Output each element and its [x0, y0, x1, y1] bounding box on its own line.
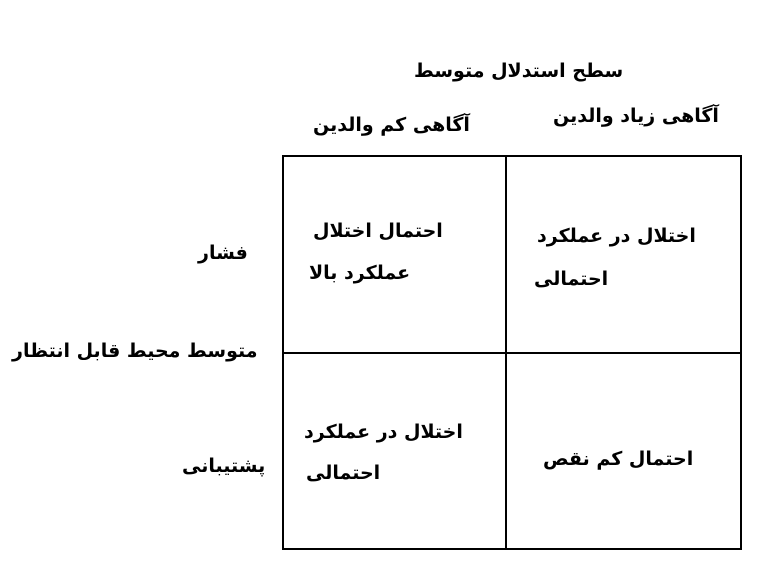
cell-top-right-line-1: اختلال در عملکرد [537, 225, 696, 247]
cell-top-right-line-2: احتمالی [534, 268, 609, 290]
row-label-support: پشتیبانی [182, 455, 266, 477]
row-label-pressure: فشار [198, 242, 248, 264]
cell-top-left-line-2: عملکرد بالا [309, 262, 411, 284]
matrix-horizontal-divider [282, 352, 742, 354]
diagram-title: سطح استدلال متوسط [414, 60, 624, 82]
row-label-average-expected-environment: متوسط محیط قابل انتظار [12, 340, 258, 362]
cell-bottom-left-line-2: احتمالی [306, 462, 381, 484]
cell-top-left-line-1: احتمال اختلال [313, 220, 443, 242]
cell-bottom-left-line-1: اختلال در عملکرد [304, 421, 463, 443]
column-header-low-awareness: آگاهی کم والدین [313, 114, 470, 136]
column-header-high-awareness: آگاهی زیاد والدین [553, 105, 719, 127]
cell-bottom-right-line-1: احتمال کم نقص [543, 448, 694, 470]
